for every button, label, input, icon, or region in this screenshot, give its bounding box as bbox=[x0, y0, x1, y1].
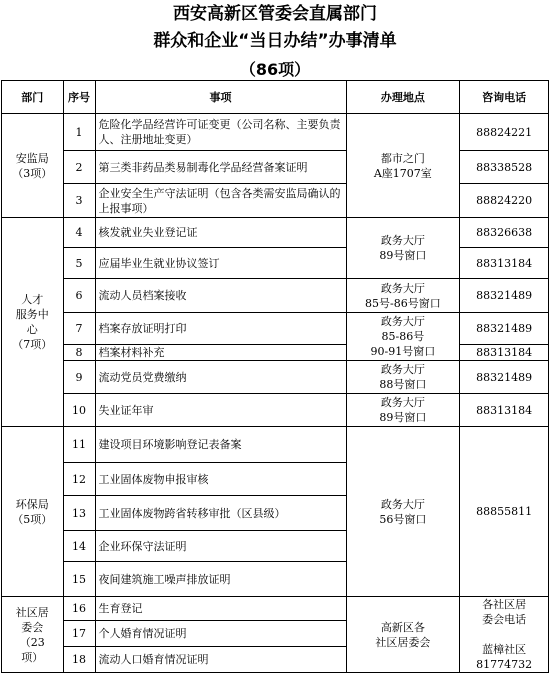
row-seq: 2 bbox=[63, 151, 95, 184]
row-item: 建设项目环境影响登记表备案 bbox=[95, 427, 346, 463]
row-seq: 11 bbox=[63, 427, 95, 463]
row-seq: 5 bbox=[63, 248, 95, 279]
table-row bbox=[2, 427, 549, 463]
page-subtitle: 群众和企业“当日办结”办事清单 bbox=[153, 31, 397, 51]
table-row bbox=[2, 313, 549, 345]
table-row bbox=[2, 279, 549, 313]
header-location: 办理地点 bbox=[346, 81, 460, 114]
table-row bbox=[2, 248, 549, 279]
row-phone: 88321489 bbox=[460, 361, 549, 394]
dept-rencai: 人才 服务中 心 （7项） bbox=[2, 218, 64, 427]
row-seq: 14 bbox=[63, 531, 95, 562]
row-seq: 18 bbox=[63, 647, 95, 673]
row-seq: 16 bbox=[63, 597, 95, 621]
header-row bbox=[2, 81, 549, 114]
header-phone: 咨询电话 bbox=[460, 81, 549, 114]
location-huanbao: 政务大厅 56号窗口 bbox=[346, 427, 460, 597]
dept-huanbao: 环保局 （5项） bbox=[2, 427, 64, 597]
dept-anjian: 安监局 （3项） bbox=[2, 114, 64, 218]
row-phone: 88321489 bbox=[460, 279, 549, 313]
row-item: 企业环保守法证明 bbox=[95, 531, 346, 562]
row-location: 政务大厅 85号-86号窗口 bbox=[346, 279, 460, 313]
row-item: 生育登记 bbox=[95, 597, 346, 621]
row-seq: 15 bbox=[63, 562, 95, 597]
row-seq: 17 bbox=[63, 621, 95, 647]
row-seq: 10 bbox=[63, 394, 95, 427]
row-phone: 88313184 bbox=[460, 248, 549, 279]
row-phone: 88321489 bbox=[460, 313, 549, 345]
header-seq: 序号 bbox=[63, 81, 95, 114]
table-row bbox=[2, 597, 549, 621]
row-item: 流动人员档案接收 bbox=[95, 279, 346, 313]
row-phone: 88338528 bbox=[460, 151, 549, 184]
row-phone: 88326638 bbox=[460, 218, 549, 248]
row-seq: 12 bbox=[63, 463, 95, 496]
row-item: 危险化学品经营许可证变更（公司名称、主要负责人、注册地址变更） bbox=[95, 114, 346, 151]
row-item: 工业固体废物跨省转移审批（区县级） bbox=[95, 496, 346, 531]
row-seq: 8 bbox=[63, 345, 95, 361]
row-item: 流动人口婚育情况证明 bbox=[95, 647, 346, 673]
row-phone: 88313184 bbox=[460, 394, 549, 427]
row-seq: 6 bbox=[63, 279, 95, 313]
row-seq: 13 bbox=[63, 496, 95, 531]
location-shequ: 高新区各 社区居委会 bbox=[346, 597, 460, 673]
row-item: 个人婚育情况证明 bbox=[95, 621, 346, 647]
row-item: 失业证年审 bbox=[95, 394, 346, 427]
table-row bbox=[2, 361, 549, 394]
row-phone: 88824220 bbox=[460, 184, 549, 218]
row-item: 应届毕业生就业协议签订 bbox=[95, 248, 346, 279]
row-seq: 3 bbox=[63, 184, 95, 218]
row-location: 政务大厅 89号窗口 bbox=[346, 394, 460, 427]
table-row bbox=[2, 394, 549, 427]
row-seq: 7 bbox=[63, 313, 95, 345]
row-item: 工业固体废物申报审核 bbox=[95, 463, 346, 496]
row-item: 夜间建筑施工噪声排放证明 bbox=[95, 562, 346, 597]
row-item: 流动党员党费缴纳 bbox=[95, 361, 346, 394]
row-item: 核发就业失业登记证 bbox=[95, 218, 346, 248]
row-item: 企业安全生产守法证明（包含各类需安监局确认的上报事项） bbox=[95, 184, 346, 218]
table-row bbox=[2, 345, 549, 361]
page-title: 西安高新区管委会直属部门 bbox=[173, 4, 377, 24]
row-seq: 1 bbox=[63, 114, 95, 151]
table-row bbox=[2, 114, 549, 151]
phone-shequ: 各社区居 委会电话 蓝樟社区 81774732 bbox=[460, 597, 549, 673]
row-item: 第三类非药品类易制毒化学品经营备案证明 bbox=[95, 151, 346, 184]
phone-huanbao: 88855811 bbox=[460, 427, 549, 597]
table-row bbox=[2, 184, 549, 218]
header-item: 事项 bbox=[95, 81, 346, 114]
location-rencai-a: 政务大厅 89号窗口 bbox=[346, 218, 460, 279]
row-location: 政务大厅 88号窗口 bbox=[346, 361, 460, 394]
dept-shequ: 社区居 委会 （23 项） bbox=[2, 597, 64, 673]
row-seq: 4 bbox=[63, 218, 95, 248]
item-count: （86项） bbox=[239, 60, 311, 79]
service-list-table bbox=[1, 80, 549, 673]
row-item: 档案材料补充 bbox=[95, 345, 346, 361]
row-phone: 88313184 bbox=[460, 345, 549, 361]
header-dept: 部门 bbox=[2, 81, 64, 114]
location-anjian: 都市之门 A座1707室 bbox=[346, 114, 460, 218]
table-row bbox=[2, 151, 549, 184]
row-item: 档案存放证明打印 bbox=[95, 313, 346, 345]
row-seq: 9 bbox=[63, 361, 95, 394]
location-rencai-b: 政务大厅 85-86号 90-91号窗口 bbox=[346, 313, 460, 361]
row-phone: 88824221 bbox=[460, 114, 549, 151]
table-row bbox=[2, 218, 549, 248]
